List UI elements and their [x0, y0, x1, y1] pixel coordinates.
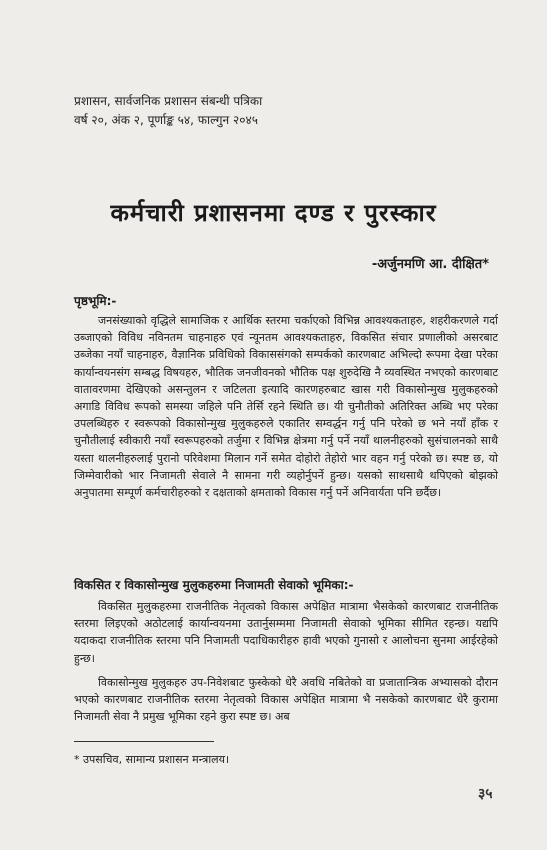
- paragraph-developed-countries-text: विकसित मुलुकहरुमा राजनीतिक नेतृत्वको विकास अपेक्षित मात्रामा भैसकेको कारणबाट राजनीतिक स्तरमा लिइएको अठोटलाई कार्यान्वयनमा उतार्नुसम्ममा निजामती सेवाको भूमिका सीमित रहन्छ। यद्यपि यदाकदा राजनीतिक स्तरमा पनि निजामती पदाधिकारीहरु हावी भएको गुनासो र आलोचना सुनमा आईरहेको हुन्छ।: [74, 600, 498, 665]
- section-heading-background: पृष्ठभूमि:-: [74, 294, 117, 308]
- paragraph-developed-countries: [74, 598, 498, 667]
- footnote: * उपसचिव, सामान्य प्रशासन मन्त्रालय।: [74, 753, 230, 766]
- paragraph-background-text: जनसंख्याको वृद्धिले सामाजिक र आर्थिक स्तरमा चर्काएको विभिन्न आवश्यकताहरु, शहरीकरणले गर्दा उब्जाएको विविध नविनतम चाहनाहरु एवं न्यूनतम आवश्यकताहरु, विकसित संचार प्रणालीको असरबाट उब्जेका नयाँ चाहनाहरु, वैज्ञानिक प्रविधिको विकाससंगको सम्पर्कको कारणबाट अभिल्दो रूपमा देखा परेका कार्यान्वयनसंग सम्बद्ध विषयहरु, भौतिक जनजीवनको भौतिक पक्ष शुरुदेखि नै व्यवस्थित नभएको कारणबाट वातावरणमा देखिएको असन्तुलन र जटिलता इत्यादि कारणहरुबाट खास गरी विकासोन्मुख मुलुकहरुको अगाडि विविध रूपको समस्या जहिले पनि तेर्सि रहने स्थिति छ। यी चुनौतीको अतिरिक्त अब्धि भए परेका उपलब्धिहरु र स्वरूपको विकासोन्मुख मुलुकहरुले एकातिर सम्वर्द्धन गर्नु पनि परेको छ भने नयाँ हाँक र चुनौतीलाई स्वीकारी नयाँ स्वरूपहरुको तर्जुमा र विभिन्न क्षेत्रमा गर्नु पर्ने नयाँ थालनीहरुको सुसंचालनको साथै यस्ता थालनीहरुलाई पुरानो परिवेशमा मिलान गर्ने समेत दोहोरो तेहोरो भार वहन गर्नु परेको छ। स्पष्ट छ, यो जिम्मेवारीको भार निजामती सेवाले नै सामना गरी व्यहोर्नुपर्ने हुन्छ। यसको साथसाथै थपिएको बोझको अनुपातमा सम्पूर्ण कर्मचारीहरुको र दक्षताको क्षमताको विकास गर्नु पर्ने अनिवार्यता पनि छर्दैछ।: [74, 314, 498, 500]
- paragraph-developing-countries-text: विकासोन्मुख मुलुकहरु उप-निवेशबाट फुस्केको धेरै अवधि नबितेको वा प्रजातान्त्रिक अभ्यासको दौरान भएको कारणबाट राजनीतिक स्तरमा नेतृत्वको विकास अपेक्षित मात्रामा भै नसकेको कारणबाट धेरै कुरामा निजामती सेवा नै प्रमुख भूमिका रहने कुरा स्पष्ट छ। अब: [74, 676, 498, 724]
- article-title: कर्मचारी प्रशासनमा दण्ड र पुरस्कार: [110, 198, 437, 227]
- journal-header: [74, 92, 262, 130]
- paragraph-developing-countries: [74, 674, 498, 726]
- paragraph-background: [74, 312, 498, 501]
- article-author: -अर्जुनमणि आ. दीक्षित*: [371, 257, 489, 272]
- section-heading-civil-service-role: विकसित र विकासोन्मुख मुलुकहरुमा निजामती सेवाको भूमिका:-: [74, 578, 354, 592]
- footnote-divider: [74, 741, 214, 742]
- page-number: ३५: [478, 786, 493, 802]
- journal-name: प्रशासन, सार्वजनिक प्रशासन संबन्धी पत्रिका: [74, 94, 263, 108]
- journal-issue: वर्ष २०, अंक २, पूर्णाङ्क ५४, फाल्गुन २०४५: [74, 113, 258, 127]
